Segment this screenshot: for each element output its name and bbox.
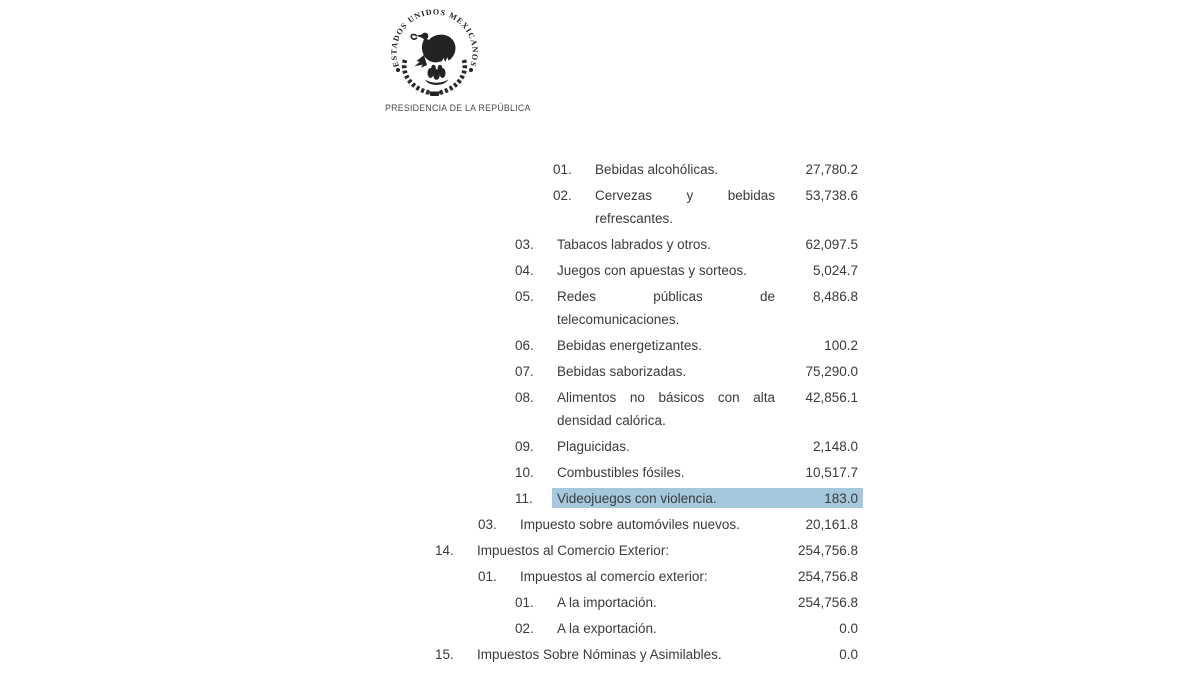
row-number: 03. xyxy=(515,237,534,252)
row-label: Bebidas alcohólicas. xyxy=(595,162,719,177)
table-row xyxy=(435,643,858,666)
table-row xyxy=(435,461,858,484)
row-number: 14. xyxy=(435,543,454,558)
table-row xyxy=(435,233,858,256)
row-label: Videojuegos con violencia. xyxy=(557,491,717,506)
row-number: 05. xyxy=(515,289,534,304)
row-label: Bebidas saborizadas. xyxy=(557,364,687,379)
row-value: 5,024.7 xyxy=(812,263,858,278)
row-label: Impuestos Sobre Nóminas y Asimilables. xyxy=(477,647,722,662)
row-value: 254,756.8 xyxy=(797,595,858,610)
row-number: 01. xyxy=(478,569,497,584)
row-number: 08. xyxy=(515,390,534,405)
row-value: 100.2 xyxy=(824,338,858,353)
seal-motto-text: ESTADOS UNIDOS MEXICANOS xyxy=(389,7,480,69)
table-row xyxy=(435,435,858,458)
row-label: Impuesto sobre automóviles nuevos. xyxy=(520,517,740,532)
row-label: Alimentos no básicos con alta densidad calórica. xyxy=(557,390,775,428)
row-label: Plaguicidas. xyxy=(557,439,630,454)
row-value: 53,738.6 xyxy=(805,188,858,203)
table-row xyxy=(435,158,858,181)
row-label: A la exportación. xyxy=(557,621,657,636)
eagle-emblem xyxy=(396,33,473,96)
table-row xyxy=(435,360,858,383)
table-row xyxy=(435,487,858,510)
row-label: Redes públicas de telecomunicaciones. xyxy=(557,289,775,327)
table-row xyxy=(435,334,858,357)
row-label: A la importación. xyxy=(557,595,657,610)
row-number: 11. xyxy=(515,491,533,506)
row-number: 02. xyxy=(515,621,534,636)
table-row xyxy=(435,539,858,562)
row-value: 62,097.5 xyxy=(805,237,858,252)
row-value: 27,780.2 xyxy=(805,162,858,177)
row-value: 0.0 xyxy=(839,647,858,662)
letterhead-caption: PRESIDENCIA DE LA REPÚBLICA xyxy=(385,103,531,113)
row-number: 03. xyxy=(478,517,497,532)
table-row xyxy=(435,184,858,230)
tax-table xyxy=(435,158,858,669)
row-value: 75,290.0 xyxy=(805,364,858,379)
row-number: 15. xyxy=(435,647,454,662)
row-label: Impuestos al comercio exterior: xyxy=(520,569,708,584)
row-value: 254,756.8 xyxy=(797,569,858,584)
row-value: 20,161.8 xyxy=(805,517,858,532)
table-row xyxy=(435,513,858,536)
row-number: 09. xyxy=(515,439,534,454)
row-number: 01. xyxy=(515,595,534,610)
row-number: 07. xyxy=(515,364,534,379)
table-row xyxy=(435,565,858,588)
row-number: 10. xyxy=(515,465,534,480)
row-label: Juegos con apuestas y sorteos. xyxy=(557,263,747,278)
table-row xyxy=(435,617,858,640)
row-label: Combustibles fósiles. xyxy=(557,465,685,480)
row-label: Impuestos al Comercio Exterior: xyxy=(477,543,670,558)
row-label: Cervezas y bebidas refrescantes. xyxy=(595,188,775,226)
row-value: 2,148.0 xyxy=(812,439,858,454)
row-label: Tabacos labrados y otros. xyxy=(557,237,711,252)
row-value: 8,486.8 xyxy=(812,289,858,304)
row-value: 183.0 xyxy=(824,491,858,506)
row-value: 254,756.8 xyxy=(797,543,858,558)
row-number: 06. xyxy=(515,338,534,353)
row-value: 42,856.1 xyxy=(805,390,858,405)
row-value: 0.0 xyxy=(839,621,858,636)
row-number: 01. xyxy=(553,162,572,177)
national-seal-icon xyxy=(384,3,485,103)
row-number: 04. xyxy=(515,263,534,278)
table-row xyxy=(435,259,858,282)
table-row xyxy=(435,591,858,614)
table-row xyxy=(435,386,858,432)
table-row xyxy=(435,285,858,331)
row-value: 10,517.7 xyxy=(805,465,858,480)
row-label: Bebidas energetizantes. xyxy=(557,338,702,353)
row-number: 02. xyxy=(553,188,572,203)
